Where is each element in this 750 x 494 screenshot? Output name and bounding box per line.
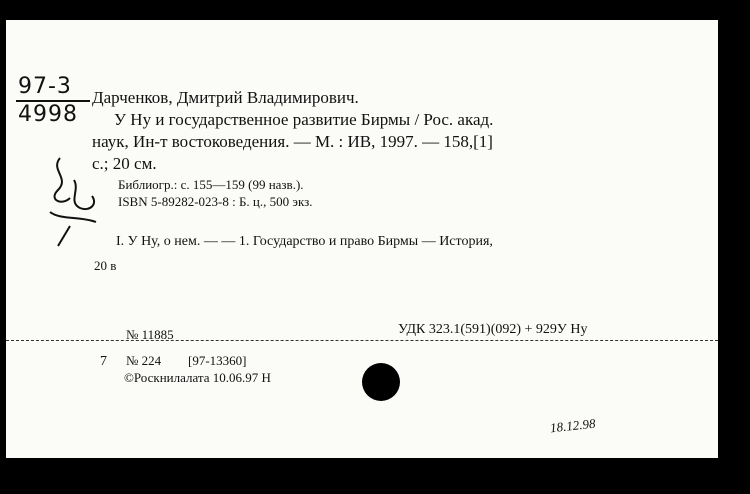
author-name: Дарченков, Дмитрий Владимирович. (92, 88, 359, 107)
punch-hole (362, 363, 400, 401)
catalog-card (6, 20, 718, 458)
call-number-top: 97-3 (18, 74, 72, 99)
inventory-number: № 11885 (126, 327, 174, 342)
isbn-line: ISBN 5-89282-023-8 : Б. ц., 500 экз. (118, 194, 313, 209)
subjects-line-2: 20 в (94, 258, 117, 273)
order-number: № 224 (126, 353, 162, 368)
udc-code: УДК 323.1(591)(092) + 929У Ну (398, 322, 588, 337)
bibliography-note: Библиогр.: с. 155—159 (99 назв.). (118, 177, 304, 192)
title-line-2: наук, Ин-т востоковедения. — М. : ИВ, 1997. — 158,[1] (92, 132, 493, 151)
title-line-1: У Ну и государственное развитие Бирмы / Рос. акад. (114, 110, 494, 129)
handwritten-date: 18.12.98 (549, 415, 597, 436)
row-number: 7 (100, 354, 107, 369)
separator-line (6, 340, 718, 341)
subjects-line-1: I. У Ну, о нем. — — 1. Государство и право Бирмы — История, (116, 234, 493, 249)
card-code: [97-13360] (188, 353, 247, 368)
call-number-bottom: 4998 (18, 102, 78, 127)
publisher-stamp: ©Роскнилалата 10.06.97 Н (124, 370, 271, 385)
title-line-3: с.; 20 см. (92, 154, 157, 173)
